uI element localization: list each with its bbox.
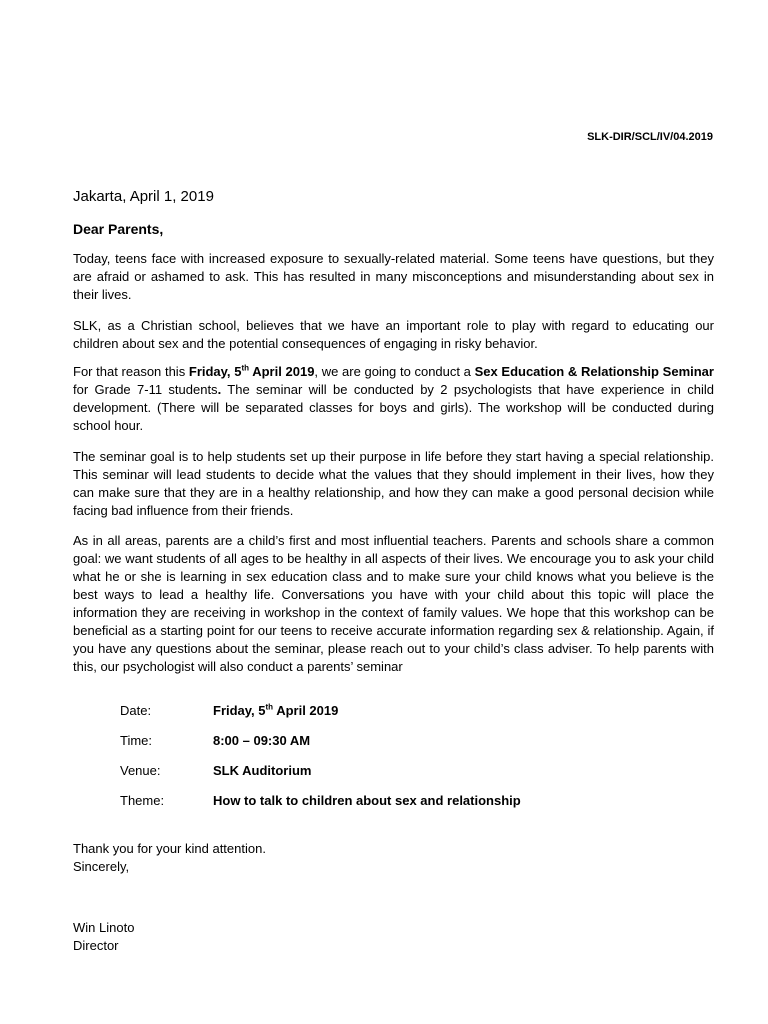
seminar-date-suffix: th xyxy=(241,363,250,373)
seminar-date-day: Friday, 5 xyxy=(188,364,242,379)
signer-title: Director xyxy=(73,938,119,953)
p3-text: , we are going to conduct a xyxy=(314,364,475,379)
seminar-name: Sex Education & Relationship Seminar xyxy=(474,364,714,379)
paragraph-parents-role: As in all areas, parents are a child’s first and most influential teachers. Parents and schools share a common goal: we want students of all ages to be healthy in all aspects of their lives. We encourage you to ask your child what he or she is learning in sex education class and to make sure your child knows what you believe is the best ways to lead a healthy life. Conversations you have with your child about this topic will place the information they are receiving in workshop in the context of family values. We hope that this workshop can be beneficial as a starting point for our teens to receive accurate information regarding sex & relationship. Again, if you have any questions about the seminar, please reach out to your child’s class adviser. To help parents with this, our psychologist will also conduct a parents’ seminar xyxy=(73,533,714,674)
paragraph-seminar-goal: The seminar goal is to help students set up their purpose in life before they start having a special relationship. This seminar will lead students to decide what the values that they should implement in their lives, how they can make sure that they are in a healthy relationship, and how they can make a good personal decision while facing bad influence from their friends. xyxy=(73,449,714,518)
detail-value-theme: How to talk to children about sex and relationship xyxy=(213,793,521,808)
p3-period: . xyxy=(217,382,222,397)
closing-thanks: Thank you for your kind attention. xyxy=(73,841,266,856)
detail-date-suffix: th xyxy=(265,702,274,712)
salutation: Dear Parents, xyxy=(73,221,164,237)
detail-date-day: Friday, 5 xyxy=(213,703,266,718)
detail-value-time: 8:00 – 09:30 AM xyxy=(213,733,311,748)
detail-value-venue: SLK Auditorium xyxy=(213,763,312,778)
detail-date-rest: April 2019 xyxy=(273,703,339,718)
closing-sincerely: Sincerely, xyxy=(73,859,130,874)
paragraph-seminar-announcement xyxy=(73,363,714,435)
p3-text: For that reason this xyxy=(73,364,189,379)
paragraph-school-role: SLK, as a Christian school, believes that we have an important role to play with regard to educating our children about sex and the potential consequences of engaging in risky behavior. xyxy=(73,318,714,351)
detail-value-date xyxy=(213,703,338,718)
seminar-date-rest: April 2019 xyxy=(249,364,315,379)
dateline: Jakarta, April 1, 2019 xyxy=(73,188,214,205)
signature-block xyxy=(73,919,134,955)
detail-label: Date: xyxy=(120,703,152,718)
seminar-date xyxy=(189,364,315,379)
detail-label: Venue: xyxy=(120,763,161,778)
paragraph-intro: Today, teens face with increased exposure to sexually-related material. Some teens have questions, but they are afraid or ashamed to ask. This has resulted in many misconceptions and misunderstanding about sex in their lives. xyxy=(73,251,714,302)
closing xyxy=(73,840,266,876)
p3-text: The seminar will be conducted by 2 psychologists that have experience in child development. (There will be separated classes for boys and girls). The workshop will be conducted during school hour. xyxy=(73,382,714,433)
reference-number: SLK-DIR/SCL/IV/04.2019 xyxy=(587,131,713,143)
detail-label: Theme: xyxy=(120,793,165,808)
p3-text: for Grade 7-11 students xyxy=(73,382,218,397)
signer-name: Win Linoto xyxy=(73,920,135,935)
detail-label: Time: xyxy=(120,733,153,748)
